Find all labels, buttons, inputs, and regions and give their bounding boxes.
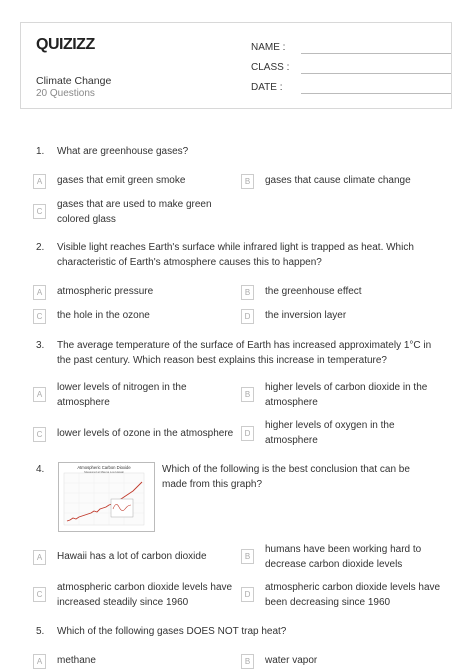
option-letter: B xyxy=(241,654,254,669)
option-letter: B xyxy=(241,285,254,300)
option-letter: A xyxy=(33,654,46,669)
question-text: Which of the following gases DOES NOT trap heat? xyxy=(57,626,287,637)
date-label: DATE : xyxy=(251,82,283,93)
question-text: The average temperature of the surface of Earth has increased approximately 1°C in the past century. Which reason best explains this increase in temperature? xyxy=(57,340,432,366)
option-letter: C xyxy=(33,587,46,602)
seasonal-inset xyxy=(111,499,133,517)
option-text: atmospheric carbon dioxide levels have increased steadily since 1960 xyxy=(57,582,233,608)
name-field xyxy=(251,42,285,53)
option-letter: D xyxy=(241,426,254,441)
option-text: the inversion layer xyxy=(265,310,347,321)
option-letter: A xyxy=(33,285,46,300)
date-line xyxy=(301,93,451,94)
worksheet-title: Climate Change xyxy=(36,75,112,87)
date-field xyxy=(251,82,282,93)
class-label: CLASS : xyxy=(251,62,290,73)
question-number: 2. xyxy=(36,242,45,253)
name-label: NAME : xyxy=(251,42,286,53)
question-number: 1. xyxy=(36,146,45,157)
option-letter: A xyxy=(33,550,46,565)
option-letter: C xyxy=(33,204,46,219)
option-letter: C xyxy=(33,427,46,442)
option-text: water vapor xyxy=(265,655,318,666)
co2-graph-image xyxy=(58,462,155,532)
option-text: higher levels of carbon dioxide in the atmosphere xyxy=(265,382,428,408)
question-number: 3. xyxy=(36,340,45,351)
option-text: lower levels of nitrogen in the atmosphere xyxy=(57,382,187,408)
option-text: humans have been working hard to decrease carbon dioxide levels xyxy=(265,544,422,570)
quizizz-logo: QUIZIZZ xyxy=(36,36,95,53)
question-number: 5. xyxy=(36,626,45,637)
option-letter: C xyxy=(33,309,46,324)
option-text: gases that cause climate change xyxy=(265,175,411,186)
option-letter: D xyxy=(241,309,254,324)
question-text: Which of the following is the best conclusion that can be made from this graph? xyxy=(162,464,410,490)
option-text: atmospheric carbon dioxide levels have been decreasing since 1960 xyxy=(265,582,441,608)
graph-title: Atmospheric Carbon Dioxide xyxy=(77,465,131,470)
option-letter: A xyxy=(33,387,46,402)
question-number: 4. xyxy=(36,464,45,475)
class-line xyxy=(301,73,451,74)
option-letter: D xyxy=(241,587,254,602)
option-text: methane xyxy=(57,655,96,666)
name-line xyxy=(301,53,451,54)
co2-graph xyxy=(59,463,154,531)
worksheet-header xyxy=(20,22,452,109)
option-text: higher levels of oxygen in the atmosphere xyxy=(265,420,395,446)
option-letter: B xyxy=(241,174,254,189)
question-count: 20 Questions xyxy=(36,88,95,99)
option-letter: B xyxy=(241,387,254,402)
graph-subtitle: Measured at Mauna Loa Hawaii xyxy=(84,470,124,474)
option-text: atmospheric pressure xyxy=(57,286,154,297)
option-text: gases that are used to make green colored glass xyxy=(57,199,212,225)
question-text: Visible light reaches Earth's surface while infrared light is trapped as heat. Which characteristic of Earth's atmosphere causes this to happen? xyxy=(57,242,414,268)
option-text: the greenhouse effect xyxy=(265,286,362,297)
option-text: gases that emit green smoke xyxy=(57,175,186,186)
question-text: What are greenhouse gases? xyxy=(57,146,189,157)
option-text: the hole in the ozone xyxy=(57,310,150,321)
option-text: lower levels of ozone in the atmosphere xyxy=(57,428,234,439)
option-letter: B xyxy=(241,549,254,564)
option-letter: A xyxy=(33,174,46,189)
class-field xyxy=(251,62,289,73)
option-text: Hawaii has a lot of carbon dioxide xyxy=(57,551,207,562)
